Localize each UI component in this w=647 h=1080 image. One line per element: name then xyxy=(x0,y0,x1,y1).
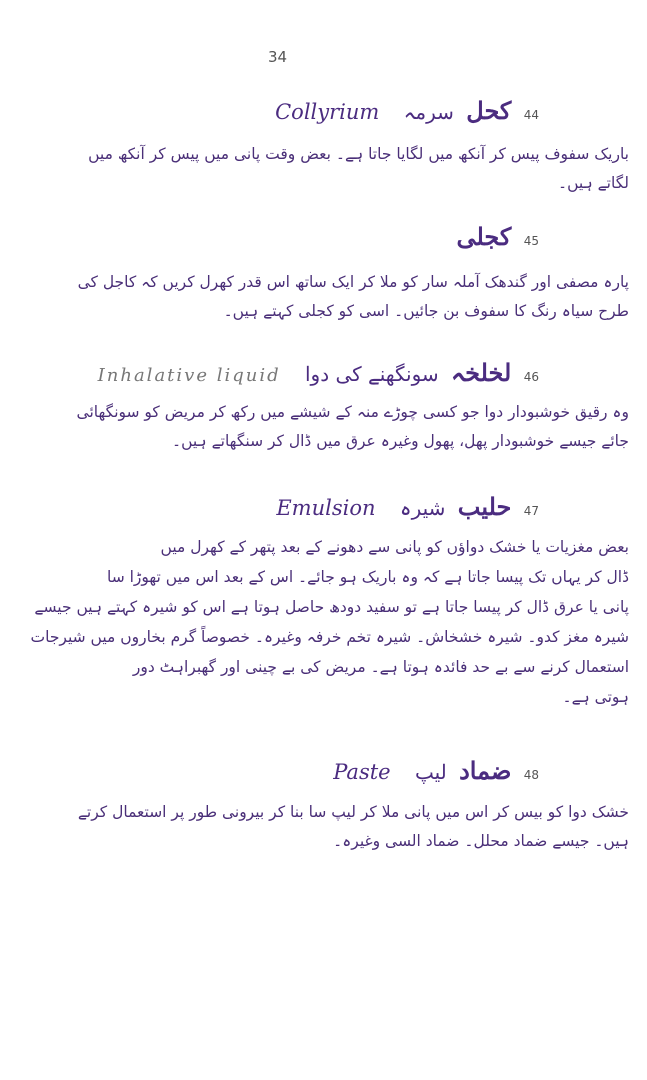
text-line: جائے جیسے خوشبودار پھل، پھول وغیرہ عرق میں ڈال کر سنگھاتے ہیں۔ xyxy=(172,432,629,450)
entry-latin-term: Inhalative liquid xyxy=(97,365,281,386)
entry-heading-paste xyxy=(321,756,539,785)
entry-number: 47 xyxy=(523,504,539,518)
entry-title: حلیب xyxy=(457,492,512,521)
text-line: وہ رقیق خوشبودار دوا جو کسی چوڑے منہ کے شیشے میں رکھ کر مریض کو سونگھائی xyxy=(76,403,629,421)
entry-heading-kajli xyxy=(456,222,539,251)
text-line: ڈال کر یہاں تک پیسا جاتا ہے کہ وہ باریک ہو جائے۔ اس کے بعد اس میں تھوڑا سا xyxy=(106,568,629,586)
entry-heading-emulsion xyxy=(264,492,539,521)
entry-latin-term: Collyrium xyxy=(275,100,380,124)
entry-latin-term: Emulsion xyxy=(276,496,376,520)
entry-number: 45 xyxy=(523,234,539,248)
entry-body-emulsion xyxy=(9,532,629,712)
entry-body-paste xyxy=(9,798,629,856)
entry-number: 48 xyxy=(523,768,539,782)
text-line: طرح سیاہ رنگ کا سفوف بن جائیں۔ اسی کو کجلی کہتے ہیں۔ xyxy=(223,302,629,320)
page-number: 34 xyxy=(268,48,288,66)
entry-alt-title: سونگھنے کی دوا xyxy=(304,362,439,386)
text-line: بعض مغزیات یا خشک دواؤں کو پانی سے دھونے کے بعد پتھر کے کھرل میں xyxy=(160,538,629,556)
entry-body-inhalative xyxy=(9,398,629,456)
entry-heading-inhalative xyxy=(86,358,539,387)
entry-latin-term: Paste xyxy=(333,760,391,784)
entry-alt-title: لیپ xyxy=(414,760,447,784)
text-line: پانی یا عرق ڈال کر پیسا جاتا ہے تو سفید دودھ حاصل ہوتا ہے اس کو شیرہ کہتے ہیں جیسے xyxy=(34,598,629,616)
text-line: ہیں۔ جیسے ضماد محلل۔ ضماد السی وغیرہ۔ xyxy=(333,832,629,850)
entry-body-collyrium xyxy=(9,140,629,198)
entry-heading-collyrium xyxy=(263,96,539,125)
text-line: استعمال کرنے سے بے حد فائدہ ہوتا ہے۔ مریض کی بے چینی اور گھبراہٹ دور xyxy=(132,658,629,676)
text-line: پارہ مصفی اور گندھک آملہ سار کو ملا کر ایک ساتھ اس قدر کھرل کریں کہ کاجل کی xyxy=(77,273,629,291)
entry-number: 46 xyxy=(523,370,539,384)
text-line: ہوتی ہے۔ xyxy=(562,688,629,706)
text-line: خشک دوا کو بیس کر اس میں پانی ملا کر لیپ سا بنا کر بیرونی طور پر استعمال کرتے xyxy=(77,803,629,821)
entry-body-kajli xyxy=(9,268,629,326)
text-line: شیرہ مغز کدو۔ شیرہ خشخاش۔ شیرہ تخم خرفہ وغیرہ۔ خصوصاً گرم بخاروں میں شیرجات xyxy=(30,628,629,646)
text-line: باریک سفوف پیس کر آنکھ میں لگایا جاتا ہے۔ بعض وقت پانی میں پیس کر آنکھ میں xyxy=(88,145,629,163)
entry-title: لخلخہ xyxy=(451,358,512,387)
entry-title: کجلی xyxy=(456,222,512,251)
entry-title: ضماد xyxy=(459,756,512,785)
text-line: لگاتے ہیں۔ xyxy=(558,174,629,192)
entry-alt-title: سرمہ xyxy=(403,100,454,124)
entry-alt-title: شیرہ xyxy=(399,496,446,520)
entry-title: کحل xyxy=(466,96,512,125)
entry-number: 44 xyxy=(523,108,539,122)
